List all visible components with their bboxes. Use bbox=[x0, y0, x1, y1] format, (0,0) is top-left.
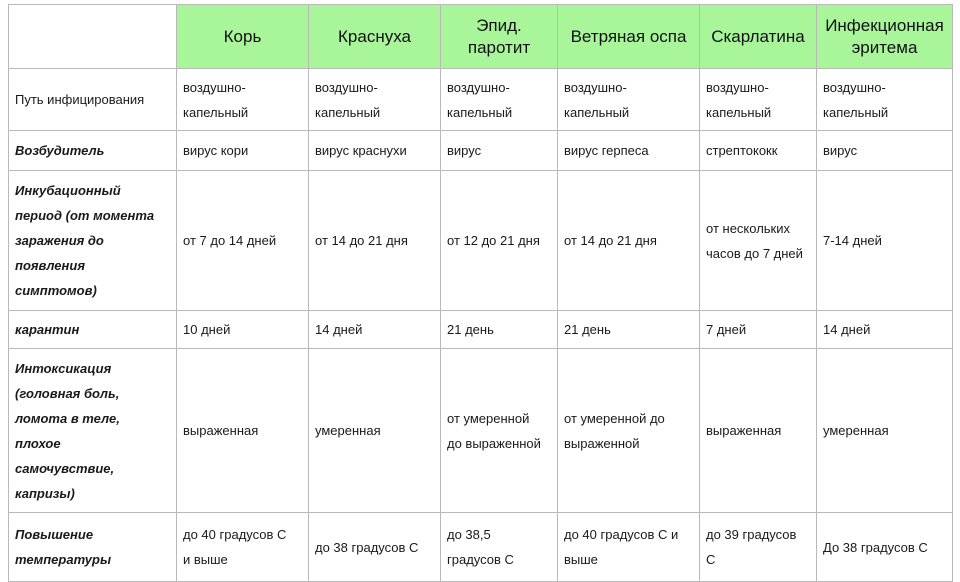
table-cell: 7 дней bbox=[700, 311, 817, 349]
column-header-measles: Корь bbox=[177, 5, 309, 69]
table-cell: до 39 градусов С bbox=[700, 513, 817, 582]
table-cell: воздушно- капельный bbox=[441, 69, 558, 131]
row-header-fever: Повышение температуры bbox=[9, 513, 177, 582]
disease-comparison-table bbox=[8, 4, 953, 582]
column-header-scarlet-fever: Скарлатина bbox=[700, 5, 817, 69]
table-cell: 21 день bbox=[558, 311, 700, 349]
table-cell: умеренная bbox=[817, 349, 953, 513]
table-cell: до 40 градусов С и выше bbox=[558, 513, 700, 582]
header-row bbox=[9, 5, 953, 69]
table-cell: от нескольких часов до 7 дней bbox=[700, 171, 817, 311]
table-cell: воздушно- капельный bbox=[700, 69, 817, 131]
table-cell: вирус краснухи bbox=[309, 131, 441, 171]
table-cell: стрептококк bbox=[700, 131, 817, 171]
table-cell: воздушно- капельный bbox=[309, 69, 441, 131]
table-cell: выраженная bbox=[700, 349, 817, 513]
table-cell: 21 день bbox=[441, 311, 558, 349]
table-cell: 14 дней bbox=[309, 311, 441, 349]
table-cell: от 14 до 21 дня bbox=[309, 171, 441, 311]
table-cell: вирус герпеса bbox=[558, 131, 700, 171]
table-cell: от умеренной до выраженной bbox=[558, 349, 700, 513]
table-cell: от умеренной до выраженной bbox=[441, 349, 558, 513]
table-cell: выраженная bbox=[177, 349, 309, 513]
row-header-intoxication: Интоксикация (головная боль, ломота в теле, плохое самочувствие, капризы) bbox=[9, 349, 177, 513]
row-header-pathogen: Возбудитель bbox=[9, 131, 177, 171]
table-row bbox=[9, 311, 953, 349]
table-row bbox=[9, 69, 953, 131]
table-cell: воздушно- капельный bbox=[558, 69, 700, 131]
table-cell: 14 дней bbox=[817, 311, 953, 349]
table-cell: вирус кори bbox=[177, 131, 309, 171]
table-row bbox=[9, 131, 953, 171]
column-header-rubella: Краснуха bbox=[309, 5, 441, 69]
table-cell: до 38 градусов С bbox=[309, 513, 441, 582]
table-row bbox=[9, 171, 953, 311]
table-row bbox=[9, 513, 953, 582]
table-cell: воздушно- капельный bbox=[817, 69, 953, 131]
row-header-incubation-period: Инкубационный период (от момента заражения до появления симптомов) bbox=[9, 171, 177, 311]
table-cell: от 12 до 21 дня bbox=[441, 171, 558, 311]
column-header-erythema: Инфекционная эритема bbox=[817, 5, 953, 69]
table-cell: До 38 градусов С bbox=[817, 513, 953, 582]
table-cell: 7-14 дней bbox=[817, 171, 953, 311]
table-row bbox=[9, 349, 953, 513]
column-header-chickenpox: Ветряная оспа bbox=[558, 5, 700, 69]
table-cell: умеренная bbox=[309, 349, 441, 513]
table-cell: вирус bbox=[441, 131, 558, 171]
column-header-mumps: Эпид. паротит bbox=[441, 5, 558, 69]
table-cell: до 38,5 градусов С bbox=[441, 513, 558, 582]
table-cell: от 7 до 14 дней bbox=[177, 171, 309, 311]
row-header-infection-route: Путь инфицирования bbox=[9, 69, 177, 131]
table-cell: 10 дней bbox=[177, 311, 309, 349]
table-cell: вирус bbox=[817, 131, 953, 171]
table-cell: до 40 градусов С и выше bbox=[177, 513, 309, 582]
table-cell: воздушно- капельный bbox=[177, 69, 309, 131]
corner-cell bbox=[9, 5, 177, 69]
table-cell: от 14 до 21 дня bbox=[558, 171, 700, 311]
row-header-quarantine: карантин bbox=[9, 311, 177, 349]
